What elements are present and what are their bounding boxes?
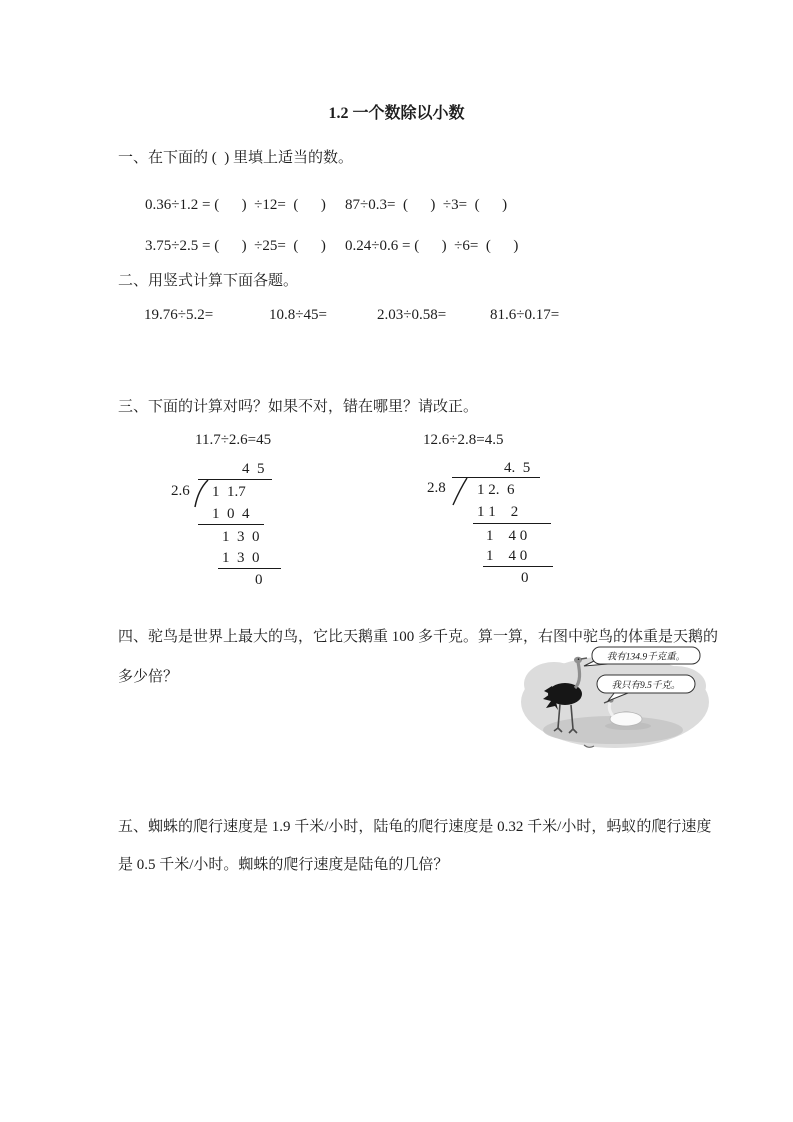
subtraction-rule [218,568,281,569]
calc-problem-3: 2.03÷0.58= [377,307,447,323]
quotient: 4 5 [242,461,265,477]
equation-row1-right: 87÷0.3= ( ) ÷3= ( ) [345,197,508,213]
work-row: 1 4 0 [486,548,528,564]
long-division-left [170,458,320,593]
equation-row1-left: 0.36÷1.2 = ( ) ÷12= ( ) [145,197,326,213]
long-division-right [425,455,575,590]
vinculum [198,479,272,480]
calc-problem-1: 19.76÷5.2= [144,307,214,323]
cloud-backdrop [521,656,709,748]
division-bracket-icon [193,479,210,508]
equation-row2-right: 0.24÷0.6 = ( ) ÷6= ( ) [345,238,519,254]
section-5-line-1: 五、蜘蛛的爬行速度是 1.9 千米/小时，陆龟的爬行速度是 0.32 千米/小时，蚂蚁的爬行速度 [118,819,712,835]
section-4-line-2: 多少倍？ [118,669,179,685]
remainder: 0 [521,570,529,586]
work-row: 1 4 0 [486,528,528,544]
claim-left: 11.7÷2.6=45 [195,432,272,448]
work-row: 1 3 0 [222,529,260,545]
work-row: 1 3 0 [222,550,260,566]
section-4-line-1: 四、驼鸟是世界上最大的鸟，它比天鹅重 100 多千克。算一算，右图中驼鸟的体重是天鹅的 [118,629,719,645]
equation-row2-left: 3.75÷2.5 = ( ) ÷25= ( ) [145,238,326,254]
swan-bubble-text: 我只有9.5千克。 [611,681,681,691]
page-title: 1.2 一个数除以小数 [328,105,465,122]
divisor: 2.8 [427,480,446,496]
ostrich-head [574,657,582,663]
remainder: 0 [255,572,263,588]
section-2-heading: 二、用竖式计算下面各题。 [118,273,299,289]
subtraction-rule [473,523,551,524]
work-row: 1 1 2 [477,504,519,520]
dividend: 1 2. 6 [477,482,515,498]
calc-problem-4: 81.6÷0.17= [490,307,560,323]
vinculum [452,477,540,478]
calc-problem-2: 10.8÷45= [269,307,327,323]
subtraction-rule [198,524,264,525]
section-5-line-2: 是 0.5 千米/小时。蜘蛛的爬行速度是陆龟的几倍？ [118,857,449,873]
ostrich-swan-illustration [518,642,710,754]
claim-right: 12.6÷2.8=4.5 [423,432,504,448]
subtraction-rule [483,566,553,567]
work-row: 1 0 4 [212,506,250,522]
section-3-heading: 三、下面的计算对吗？如果不对，错在哪里？请改正。 [118,399,479,415]
division-bracket-icon [451,477,469,506]
section-1-heading: 一、在下面的 ( ) 里填上适当的数。 [118,150,353,166]
quotient: 4. 5 [504,460,531,476]
divisor: 2.6 [171,483,190,499]
ostrich-bubble-text: 我有134.9千克重。 [606,652,686,663]
speech-bubble-ostrich [584,647,700,666]
dividend: 1 1.7 [212,484,246,500]
